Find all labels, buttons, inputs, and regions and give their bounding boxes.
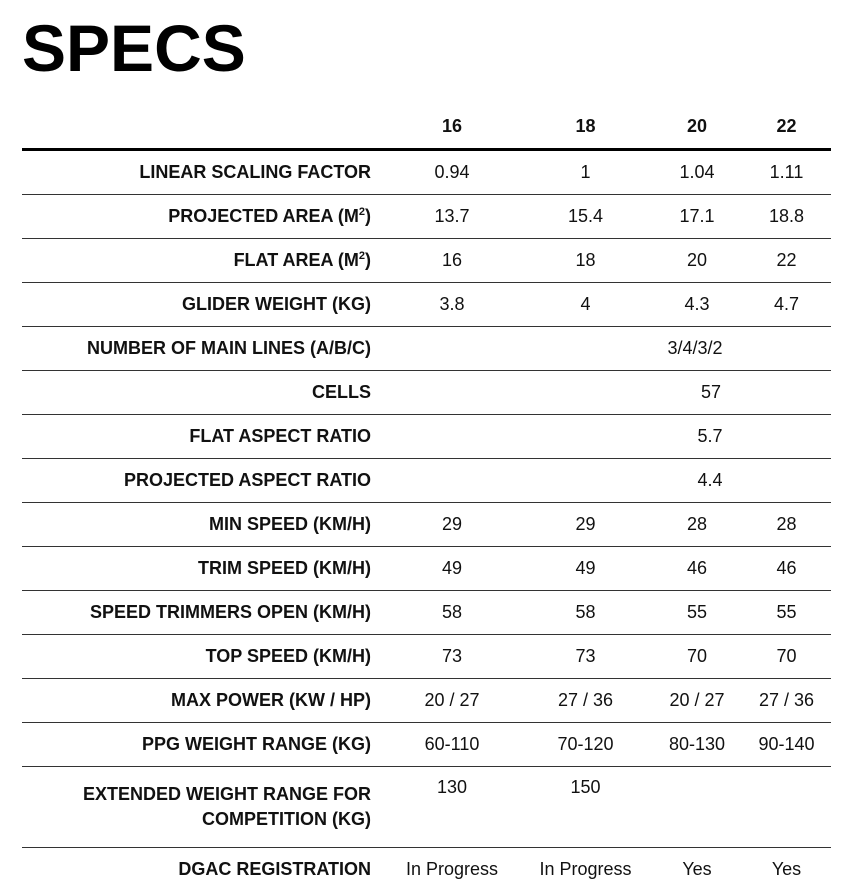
cell-value: 22 [742,239,831,283]
table-row [22,547,831,591]
cell-value [652,767,742,848]
spanned-value [385,371,831,415]
cell-value: 70 [742,635,831,679]
cell-value: 49 [519,547,652,591]
cell-value: 15.4 [519,195,652,239]
table-row [22,679,831,723]
cell-value: 16 [385,239,519,283]
cell-value [742,767,831,848]
table-row [22,767,831,848]
superscript: 2 [358,206,365,218]
table-row [22,591,831,635]
cell-value: 17.1 [652,195,742,239]
spanned-value [385,327,831,371]
cell-value: 80-130 [652,723,742,767]
row-label-line1: EXTENDED WEIGHT RANGE FOR [82,784,371,804]
row-label-line2: COMPETITION (KG) [202,809,371,829]
spanned-value [385,459,831,503]
cell-value: 73 [385,635,519,679]
row-label-text: FLAT AREA (M [233,250,359,270]
cell-value: 4 [519,283,652,327]
cell-value: 20 / 27 [385,679,519,723]
cell-value: 55 [742,591,831,635]
cell-value: 4.7 [742,283,831,327]
cell-value: 20 / 27 [652,679,742,723]
specs-table [22,104,831,890]
cell-value: 70 [652,635,742,679]
cell-value: 13.7 [385,195,519,239]
cell-value: Yes [682,858,712,879]
row-label [22,239,385,283]
table-row [22,327,831,371]
cell-value: 46 [652,547,742,591]
cell-value: 1 [519,150,652,195]
cell-value: 49 [385,547,519,591]
cell-value: 58 [385,591,519,635]
cell-value: 1.04 [652,150,742,195]
table-row [22,723,831,767]
column-header-22: 22 [742,104,831,150]
row-label: MAX POWER (KW / HP) [22,679,385,723]
row-label: PPG WEIGHT RANGE (KG) [22,723,385,767]
cell-value: 28 [652,503,742,547]
cell-value: In Progress [405,858,499,879]
cell-value: 4.3 [652,283,742,327]
cell-value: 29 [519,503,652,547]
row-label: DGAC REGISTRATION [178,858,371,879]
table-row [22,848,831,891]
column-header-18: 18 [519,104,652,150]
table-row [22,503,831,547]
header-row [22,104,831,150]
spanned-value [385,415,831,459]
table-row [22,150,831,195]
row-label: TOP SPEED (KM/H) [22,635,385,679]
row-label-end: ) [365,250,371,270]
page-title: SPECS [22,11,246,85]
cell-value: 73 [519,635,652,679]
cell-value: 90-140 [742,723,831,767]
row-label: TRIM SPEED (KM/H) [22,547,385,591]
cell-value: 3.8 [385,283,519,327]
row-label: LINEAR SCALING FACTOR [22,150,385,195]
cell-value: 46 [742,547,831,591]
row-label: SPEED TRIMMERS OPEN (KM/H) [22,591,385,635]
column-header-20: 20 [652,104,742,150]
cell-value: 70-120 [519,723,652,767]
row-label [22,195,385,239]
table-row [22,415,831,459]
table-row [22,195,831,239]
cell-value: 20 [652,239,742,283]
cell-value: 55 [652,591,742,635]
cell-value: 28 [742,503,831,547]
spanned-value-text: 57 [700,382,722,402]
cell-value: 18 [519,239,652,283]
superscript: 2 [358,250,365,262]
cell-value: 27 / 36 [742,679,831,723]
row-label [22,767,385,848]
cell-value: In Progress [539,858,632,879]
spanned-value-text: 5.7 [697,426,723,446]
cell-value: 150 [519,767,652,848]
row-label: FLAT ASPECT RATIO [22,415,385,459]
cell-value: 60-110 [385,723,519,767]
table-row [22,459,831,503]
cell-value: 27 / 36 [519,679,652,723]
cell-value: 58 [519,591,652,635]
cell-value: 1.11 [742,150,831,195]
cell-value: 18.8 [742,195,831,239]
column-header-16: 16 [385,104,519,150]
row-label: NUMBER OF MAIN LINES (A/B/C) [22,327,385,371]
table-row [22,283,831,327]
row-label-text: PROJECTED AREA (M [168,206,359,226]
header-label-cell [22,104,385,150]
cell-value: 130 [385,767,519,848]
row-label: CELLS [22,371,385,415]
cell-value: 29 [385,503,519,547]
cell-value: Yes [771,858,802,879]
table-row [22,239,831,283]
row-label-end: ) [365,206,371,226]
spanned-value-text: 3/4/3/2 [667,338,723,358]
row-label: GLIDER WEIGHT (KG) [22,283,385,327]
cell-value: 0.94 [385,150,519,195]
row-label: PROJECTED ASPECT RATIO [22,459,385,503]
spanned-value-text: 4.4 [697,470,723,490]
table-row [22,371,831,415]
row-label: MIN SPEED (KM/H) [22,503,385,547]
table-row [22,635,831,679]
